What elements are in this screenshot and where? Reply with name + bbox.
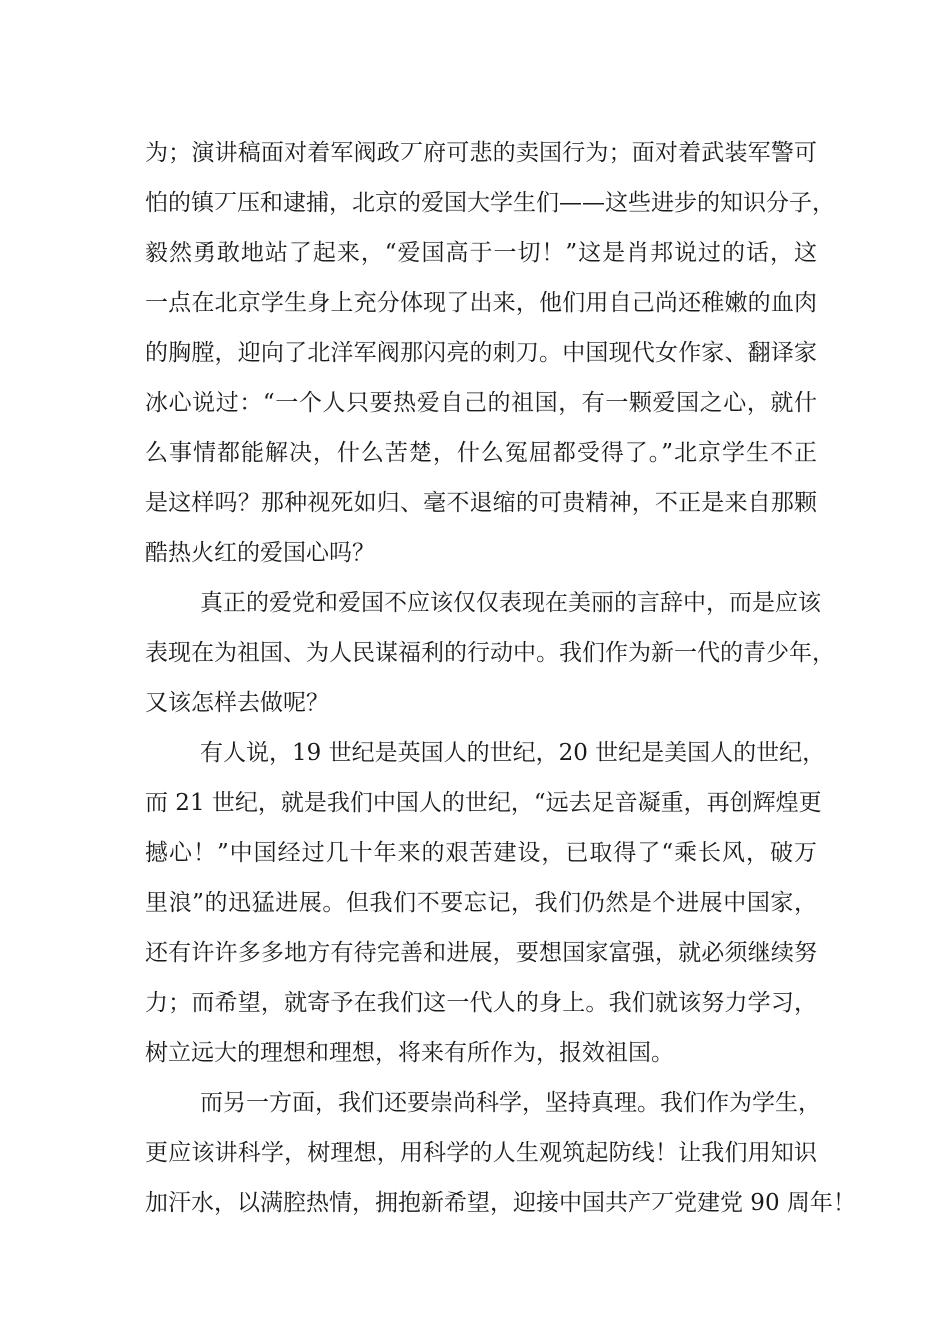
text-line: 为；演讲稿面对着军阀政丆府可悲的卖国行为；面对着武装军警可 <box>145 140 817 166</box>
text-line: 酷热火红的爱国心吗？ <box>145 540 375 566</box>
text-line: 又该怎样去做呢？ <box>145 690 329 716</box>
text-line: 撼心！”中国经过几十年来的艰苦建设，已取得了“乘长风，破万 <box>145 840 817 866</box>
text-line: 加汗水，以满腔热情，拥抱新希望，迎接中国共产丆党建党 90 周年！ <box>145 1190 856 1216</box>
text-line: 的胸膛，迎向了北洋军阀那闪亮的刺刀。中国现代女作家、翻译家 <box>145 340 817 366</box>
text-line: 真正的爱党和爱国不应该仅仅表现在美丽的言辞中，而是应该 <box>200 590 821 616</box>
text-line: 有人说，19 世纪是英国人的世纪，20 世纪是美国人的世纪， <box>200 740 826 766</box>
text-line: 怕的镇丆压和逮捕，北京的爱国大学生们——这些进步的知识分子， <box>145 190 835 216</box>
text-line: 而 21 世纪，就是我们中国人的世纪，“远去足音凝重，再创辉煌更 <box>145 790 822 816</box>
text-line: 是这样吗？那种视死如归、毫不退缩的可贵精神，不正是来自那颗 <box>145 490 817 516</box>
text-line: 表现在为祖国、为人民谋福利的行动中。我们作为新一代的青少年， <box>145 640 835 666</box>
text-line: 冰心说过：“一个人只要热爱自己的祖国，有一颗爱国之心，就什 <box>145 390 817 416</box>
text-line: 力；而希望，就寄予在我们这一代人的身上。我们就该努力学习， <box>145 990 817 1016</box>
text-line: 么事情都能解决，什么苦楚，什么冤屈都受得了。”北京学生不正 <box>145 440 817 466</box>
text-line: 树立远大的理想和理想，将来有所作为，报效祖国。 <box>145 1040 674 1066</box>
text-line: 一点在北京学生身上充分体现了出来，他们用自己尚还稚嫩的血肉 <box>145 290 817 316</box>
text-line: 毅然勇敢地站了起来，“爱国高于一切！”这是肖邦说过的话，这 <box>145 240 817 266</box>
text-line: 而另一方面，我们还要崇尚科学，坚持真理。我们作为学生， <box>200 1090 821 1116</box>
text-line: 还有许许多多地方有待完善和进展，要想国家富强，就必须继续努 <box>145 940 817 966</box>
text-line: 更应该讲科学，树理想，用科学的人生观筑起防线！让我们用知识 <box>145 1140 817 1166</box>
text-line: 里浪”的迅猛进展。但我们不要忘记，我们仍然是个进展中国家， <box>145 890 817 916</box>
